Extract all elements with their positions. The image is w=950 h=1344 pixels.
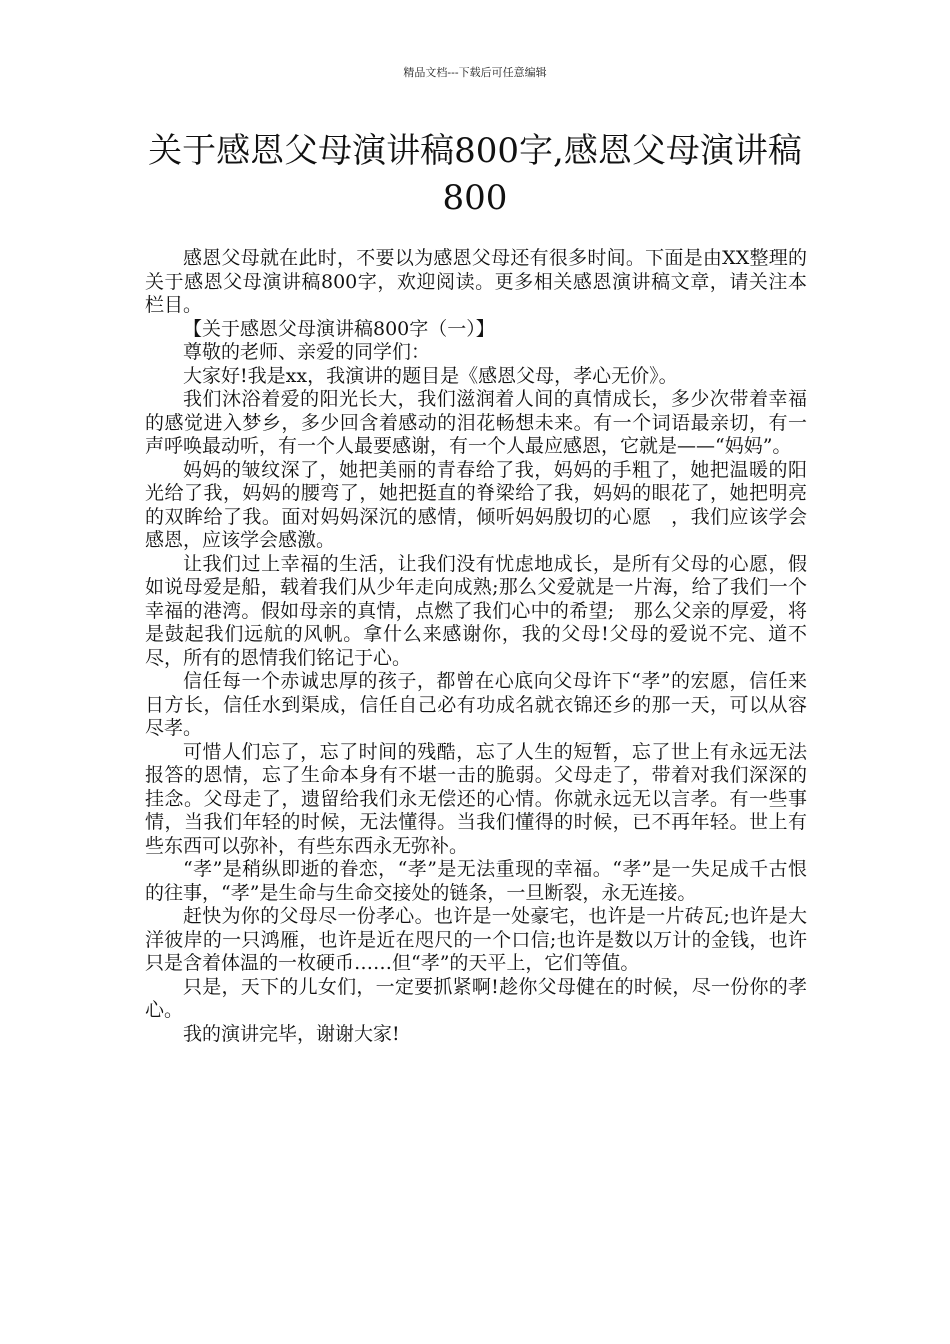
salutation: 尊敬的老师、亲爱的同学们：: [183, 341, 431, 363]
paragraph: 信任每一个赤诚忠厚的孩子，都曾在心底向父母许下“孝”的宏愿，信任来日方长，信任水到渠成，信任自己必有功成名就衣锦还乡的那一天，可以从容尽孝。: [145, 670, 807, 739]
paragraph: 让我们过上幸福的生活，让我们没有忧虑地成长，是所有父母的心愿，假如说母爱是船，载着我们从少年走向成熟;那么父爱就是一片海，给了我们一个幸福的港湾。假如母亲的真情，点燃了我们心中的希望; 那么父亲的厚爱，将是鼓起我们远航的风帆。拿什么来感谢你，我的父母!父母的爱说不完、道不尽，所有的恩情我们铭记于心。: [145, 552, 807, 669]
greeting: 大家好!我是xx，我演讲的题目是《感恩父母，孝心无价》。: [183, 364, 678, 387]
paragraph: 妈妈的皱纹深了，她把美丽的青春给了我，妈妈的手粗了，她把温暖的阳光给了我，妈妈的腰弯了，她把挺直的脊梁给了我，妈妈的眼花了，她把明亮的双眸给了我。面对妈妈深沉的感情，倾听妈妈殷切的心愿 ，我们应该学会感恩，应该学会感激。: [145, 458, 807, 551]
paragraph: 可惜人们忘了，忘了时间的残酷，忘了人生的短暂，忘了世上有永远无法报答的恩情，忘了生命本身有不堪一击的脆弱。父母走了，带着对我们深深的挂念。父母走了，遗留给我们永无偿还的心情。你就永远无以言孝。有一些事情，当我们年轻的时候，无法懂得。当我们懂得的时候，已不再年轻。世上有些东西可以弥补，有些东西永无弥补。: [145, 740, 807, 857]
section-heading: 【关于感恩父母演讲稿800字（一）】: [183, 317, 495, 340]
page-header: 精品文档---下载后可任意编辑: [403, 66, 547, 79]
paragraph: 只是，天下的儿女们，一定要抓紧啊!趁你父母健在的时候，尽一份你的孝心。: [145, 975, 807, 1021]
paragraph-intro: 感恩父母就在此时，不要以为感恩父母还有很多时间。下面是由XX整理的关于感恩父母演讲稿800字，欢迎阅读。更多相关感恩演讲稿文章，请关注本栏目。: [145, 247, 807, 316]
document-body: [145, 247, 807, 1046]
paragraph: 我们沐浴着爱的阳光长大，我们滋润着人间的真情成长，多少次带着幸福的感觉进入梦乡，多少回含着感动的泪花畅想未来。有一个词语最亲切，有一声呼唤最动听，有一个人最要感谢，有一个人最应感恩，它就是——“妈妈”。: [145, 388, 807, 457]
paragraph: 赶快为你的父母尽一份孝心。也许是一处豪宅，也许是一片砖瓦;也许是大洋彼岸的一只鸿雁，也许是近在咫尺的一个口信;也许是数以万计的金钱，也许只是含着体温的一枚硬币……但“孝”的天平上，它们等值。: [145, 905, 807, 974]
document-title: 关于感恩父母演讲稿800字,感恩父母演讲稿800: [148, 131, 802, 218]
closing: 我的演讲完毕，谢谢大家!: [183, 1022, 400, 1045]
paragraph: “孝”是稍纵即逝的眷恋，“孝”是无法重现的幸福。“孝”是一失足成千古恨的往事，“孝”是生命与生命交接处的链条，一旦断裂，永无连接。: [145, 858, 807, 904]
